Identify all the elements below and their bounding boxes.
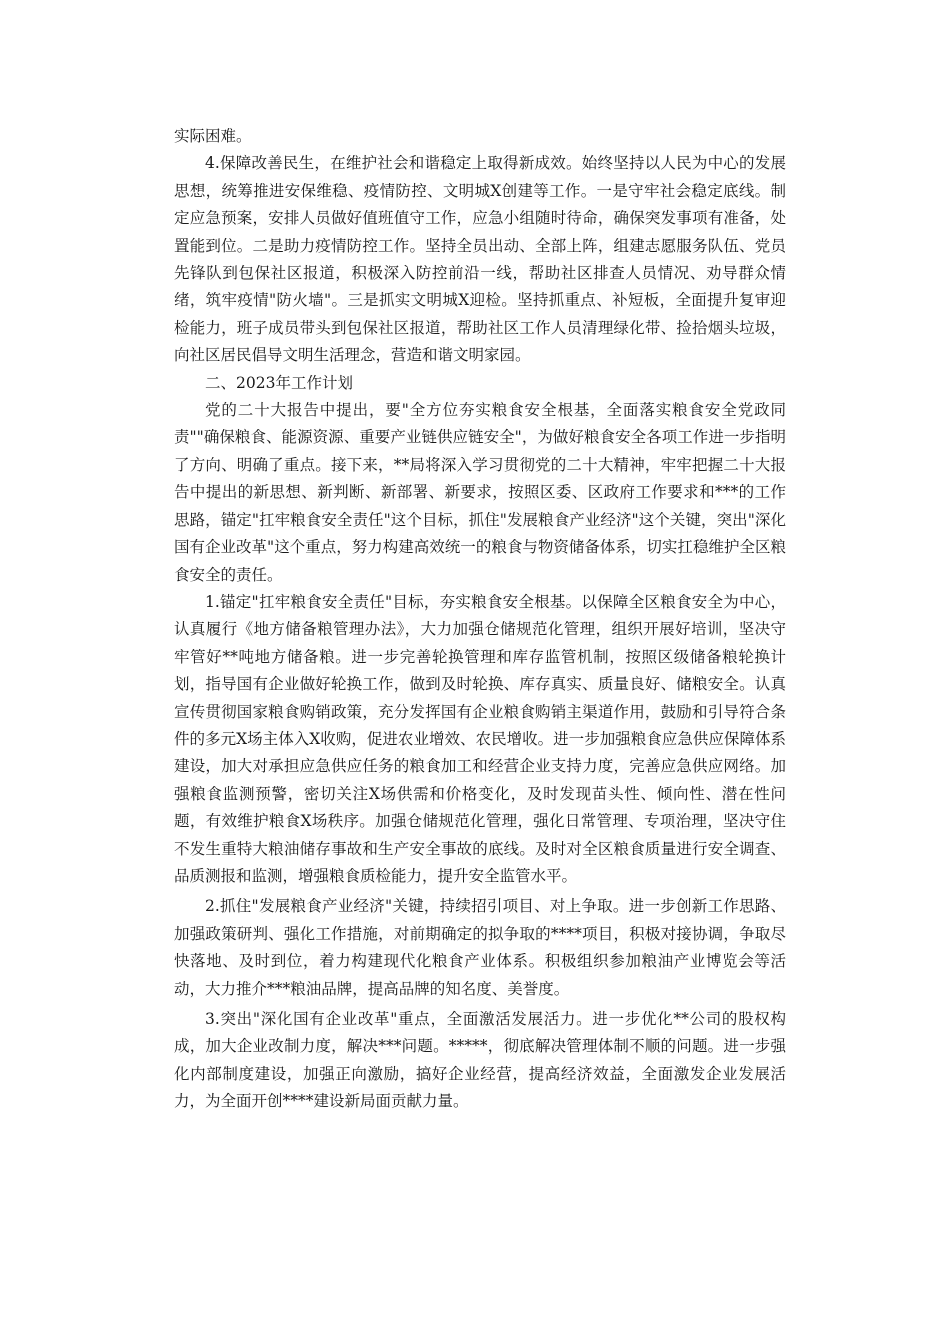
paragraph-plan-intro: 党的二十大报告中提出，要"全方位夯实粮食安全根基，全面落实粮食安全党政同责""确保粮食、能源资源、重要产业链供应链安全"，为做好粮食安全各项工作进一步指明了方向、明确了重点。接下来，**局将深入学习贯彻党的二十大精神，牢牢把握二十大报告中提出的新思想、新判断、新部署、新要求，按照区委、区政府工作要求和***的工作思路，锚定"扛牢粮食安全责任"这个目标，抓住"发展粮食产业经济"这个关键，突出"深化国有企业改革"这个重点，努力构建高效统一的粮食与物资储备体系，切实扛稳维护全区粮食安全的责任。 (174, 401, 786, 584)
section-heading-2023-plan: 二、2023年工作计划 (205, 373, 353, 392)
paragraph-item-4-livelihood: 4.保障改善民生，在维护社会和谐稳定上取得新成效。始终坚持以人民为中心的发展思想，统筹推进安保维稳、疫情防控、文明城X创建等工作。一是守牢社会稳定底线。制定应急预案，安排人员做好值班值守工作，应急小组随时待命，确保突发事项有准备，处置能到位。二是助力疫情防控工作。坚持全员出动、全部上阵，组建志愿服务队伍、党员先锋队到包保社区报道，积极深入防控前沿一线，帮助社区排查人员情况、劝导群众情绪，筑牢疫情"防火墙"。三是抓实文明城X迎检。坚持抓重点、补短板，全面提升复审迎检能力，班子成员带头到包保社区报道，帮助社区工作人员清理绿化带、捡拾烟头垃圾，向社区居民倡导文明生活理念，营造和谐文明家园。 (174, 154, 786, 365)
paragraph-plan-item-2: 2.抓住"发展粮食产业经济"关键，持续招引项目、对上争取。进一步创新工作思路、加强政策研判、强化工作措施，对前期确定的拟争取的****项目，积极对接协调，争取尽快落地、及时到位，着力构建现代化粮食产业体系。积极组织参加粮油产业博览会等活动，大力推介***粮油品牌，提高品牌的知名度、美誉度。 (174, 897, 786, 998)
document-body (174, 123, 786, 1116)
paragraph-continuation: 实际困难。 (174, 127, 252, 145)
paragraph-plan-item-1: 1.锚定"扛牢粮食安全责任"目标，夯实粮食安全根基。以保障全区粮食安全为中心，认真履行《地方储备粮管理办法》，大力加强仓储规范化管理，组织开展好培训，坚决守牢管好**吨地方储备粮。进一步完善轮换管理和库存监管机制，按照区级储备粮轮换计划，指导国有企业做好轮换工作，做到及时轮换、库存真实、质量良好、储粮安全。认真宣传贯彻国家粮食购销政策，充分发挥国有企业粮食购销主渠道作用，鼓励和引导符合条件的多元X场主体入X收购，促进农业增效、农民增收。进一步加强粮食应急供应保障体系建设，加大对承担应急供应任务的粮食加工和经营企业支持力度，完善应急供应网络。加强粮食监测预警，密切关注X场供需和价格变化，及时发现苗头性、倾向性、潜在性问题，有效维护粮食X场秩序。加强仓储规范化管理，强化日常管理、专项治理，坚决守住不发生重特大粮油储存事故和生产安全事故的底线。及时对全区粮食质量进行安全调查、品质测报和监测，增强粮食质检能力，提升安全监管水平。 (174, 592, 786, 885)
paragraph-plan-item-3: 3.突出"深化国有企业改革"重点，全面激活发展活力。进一步优化**公司的股权构成，加大企业改制力度，解决***问题。*****，彻底解决管理体制不顺的问题。进一步强化内部制度建设，加强正向激励，搞好企业经营，提高经济效益，全面激发企业发展活力，为全面开创****建设新局面贡献力量。 (174, 1010, 786, 1111)
